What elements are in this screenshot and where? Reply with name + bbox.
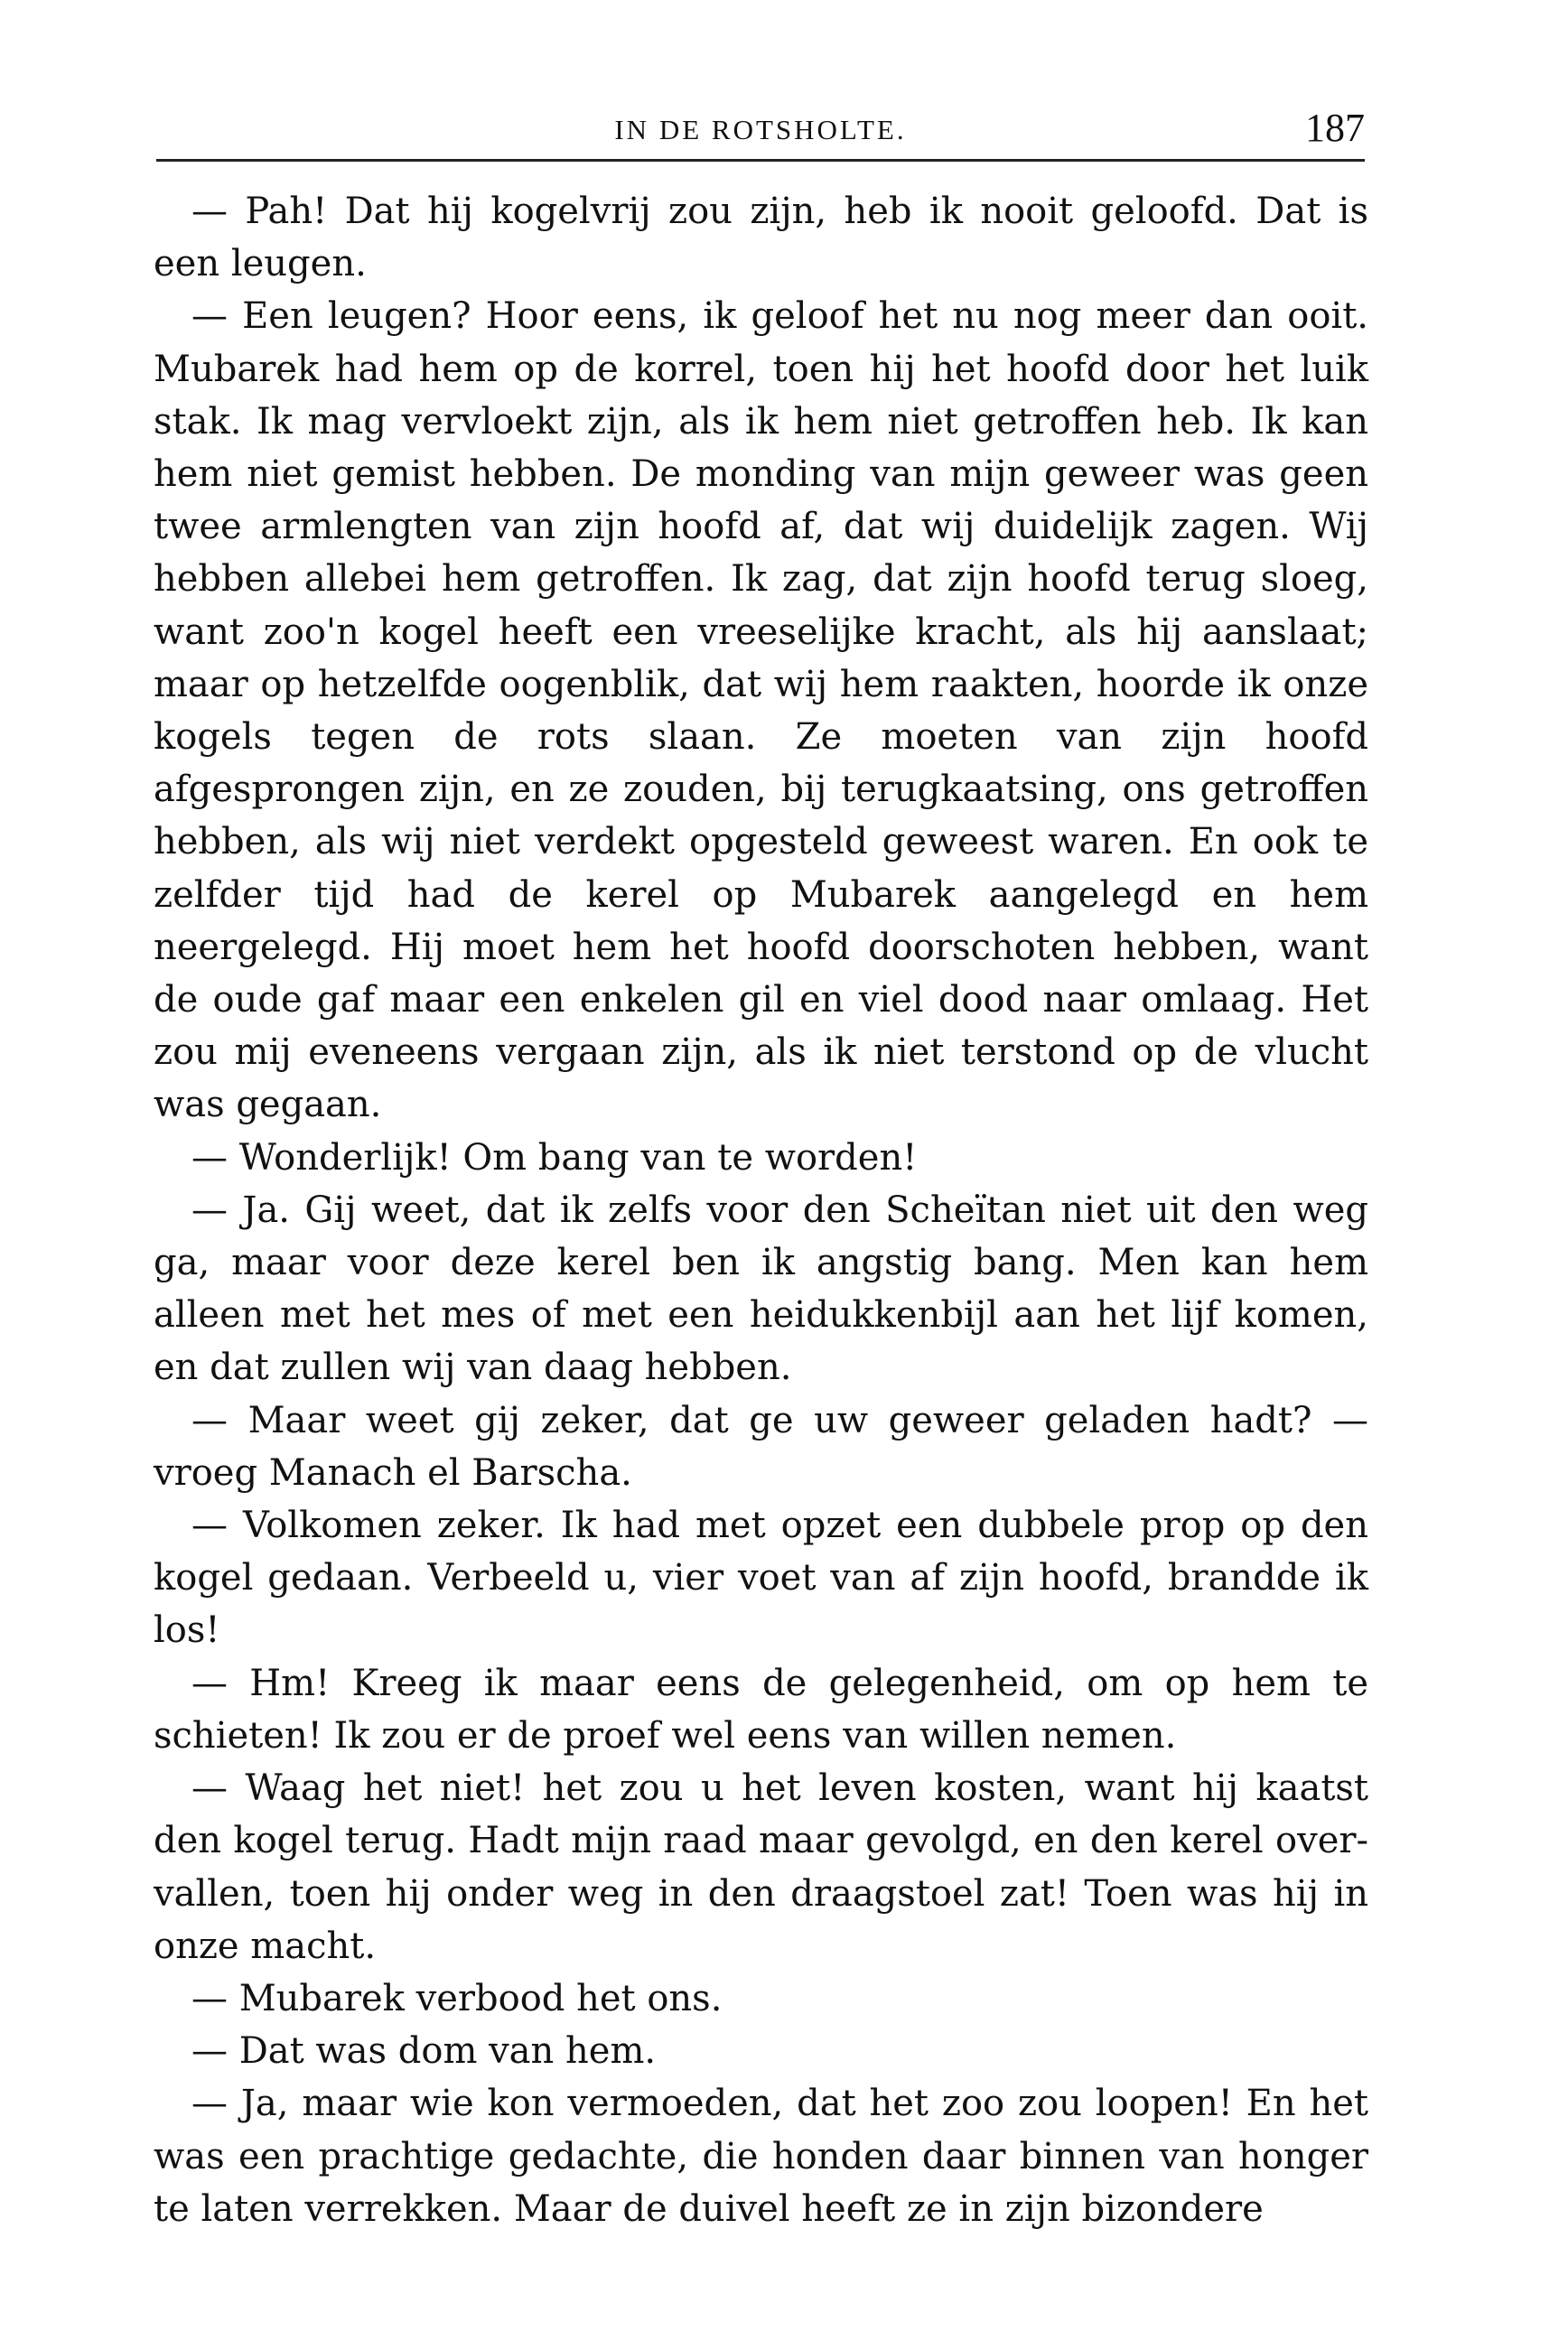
paragraph: — Hm! Kreeg ik maar eens de gelegenheid, om op hem te schieten! Ik zou er de proef wel eens van willen nemen. [154, 1662, 1368, 1757]
page-number: 187 [1305, 106, 1365, 150]
paragraph: — Dat was dom van hem. [191, 2030, 657, 2073]
paragraph: — Ja, maar wie kon vermoeden, dat het zoo zou loopen! En het was een prachtige gedachte, die honden daar binnen van honger te laten verrekken. Maar de duivel heeft ze in zijn bizondere [154, 2083, 1368, 2230]
body-text [154, 185, 1368, 2235]
paragraph: — Pah! Dat hij kogelvrij zou zijn, heb ik nooit geloofd. Dat is een leugen. [154, 191, 1368, 285]
page-header [156, 105, 1365, 152]
paragraph: — Volkomen zeker. Ik had met opzet een dubbele prop op den kogel gedaan. Verbeeld u, vier voet van af zijn hoofd, brandde ik los! [154, 1505, 1368, 1652]
paragraph: — Wonderlijk! Om bang van te worden! [191, 1136, 918, 1179]
running-title: IN DE ROTSHOLTE. [614, 114, 907, 145]
paragraph: — Een leugen? Hoor eens, ik geloof het nu nog meer dan ooit. Mubarek had hem op de korrel, toen hij het hoofd door het luik stak. Ik mag vervloekt zijn, als ik hem niet getroffen heb. Ik kan hem niet gemist hebben. De monding van mijn geweer was geen twee armlengten van zijn hoofd af, dat wij duidelijk zagen. Wij hebben allebei hem getroffen. Ik zag, dat zijn hoofd terug sloeg, want zoo'n kogel heeft een vreeselijke kracht, als hij aanslaat; maar op hetzelfde oogenblik, dat wij hem raakten, hoorde ik onze kogels tegen de rots slaan. Ze moeten van zijn hoofd afgesprongen zijn, en ze zouden, bij terugkaatsing, ons getroffen hebben, als wij niet verdekt opgesteld geweest waren. En ook te zelfder tijd had de kerel op Mubarek aangelegd en hem neergelegd. Hij moet hem het hoofd doorschoten hebben, want de oude gaf maar een enkelen gil en viel dood naar omlaag. Het zou mij eveneens vergaan zijn, als ik niet terstond op de vlucht was gegaan. [154, 295, 1368, 1126]
paragraph: — Ja. Gij weet, dat ik zelfs voor den Scheïtan niet uit den weg ga, maar voor deze kerel ben ik angstig bang. Men kan hem alleen met het mes of met een heidukkenbijl aan het lijf komen, en dat zullen wij van daag hebben. [154, 1189, 1368, 1389]
header-rule [156, 159, 1365, 162]
paragraph: — Maar weet gij zeker, dat ge uw geweer geladen hadt? — vroeg Manach el Barscha. [154, 1399, 1368, 1494]
paragraph: — Waag het niet! het zou u het leven kosten, want hij kaatst den kogel terug. Hadt mijn raad maar gevolgd, en den kerel overvallen, toen hij onder weg in den draagstoel zat! Toen was hij in onze macht. [154, 1767, 1368, 1967]
paragraph: — Mubarek verbood het ons. [191, 1977, 723, 2019]
